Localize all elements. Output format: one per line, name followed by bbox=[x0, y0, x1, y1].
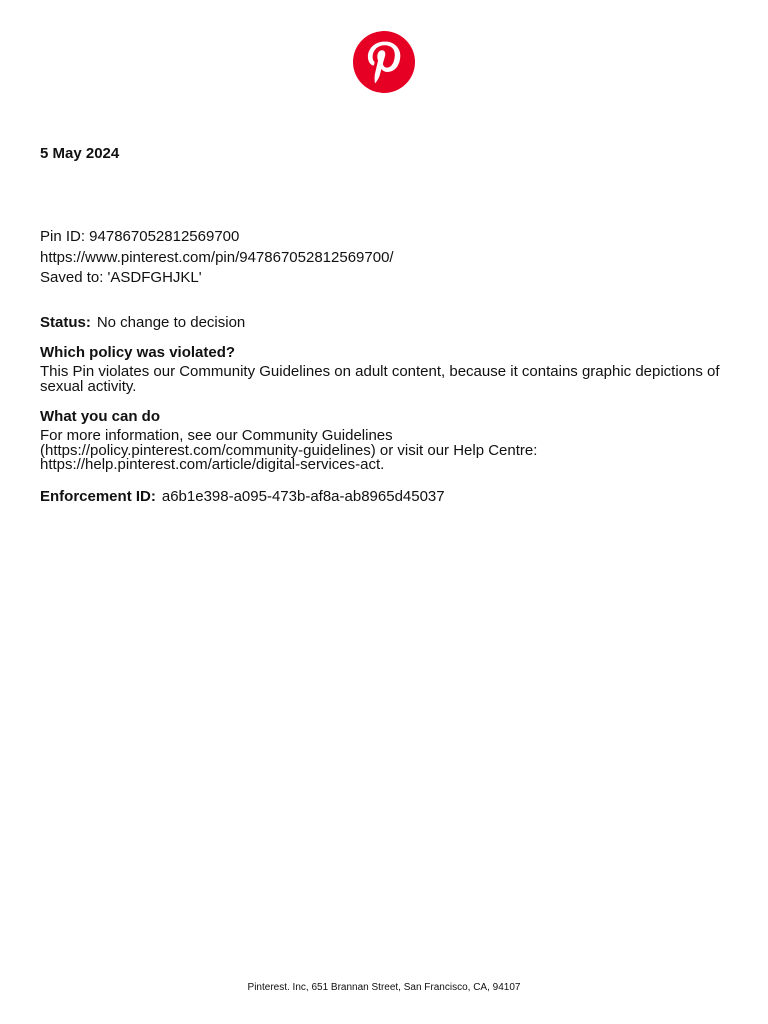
what-you-can-do-heading: What you can do bbox=[40, 408, 160, 425]
what-you-can-do-line-1: For more information, see our Community Guidelines bbox=[40, 427, 393, 444]
saved-to: Saved to: 'ASDFGHJKL' bbox=[40, 269, 202, 286]
logo-circle bbox=[353, 31, 415, 93]
what-you-can-do-line-3[interactable]: https://help.pinterest.com/article/digital-services-act. bbox=[40, 456, 385, 473]
enforcement-label: Enforcement ID: bbox=[40, 488, 156, 505]
status-line bbox=[40, 314, 245, 332]
pinterest-logo-icon bbox=[353, 31, 415, 93]
pin-url[interactable]: https://www.pinterest.com/pin/947867052812569700/ bbox=[40, 248, 394, 266]
enforcement-line bbox=[40, 488, 445, 506]
what-you-can-do-section bbox=[40, 408, 732, 473]
status-value: No change to decision bbox=[96, 314, 246, 331]
letter-date: 5 May 2024 bbox=[40, 145, 120, 162]
what-you-can-do-line-2[interactable]: (https://policy.pinterest.com/community-guidelines) or visit our Help Centre: bbox=[40, 441, 538, 459]
policy-section bbox=[40, 344, 732, 394]
pin-id: Pin ID: 947867052812569700 bbox=[40, 228, 240, 245]
enforcement-id: a6b1e398-a095-473b-af8a-ab8965d45037 bbox=[161, 488, 445, 505]
policy-heading: Which policy was violated? bbox=[40, 344, 236, 361]
policy-text: This Pin violates our Community Guidelines on adult content, because it contains graphic depictions of sexual activity. bbox=[40, 363, 720, 395]
status-label: Status: bbox=[40, 314, 91, 331]
what-you-can-do-text bbox=[40, 429, 732, 473]
pin-details bbox=[40, 227, 394, 289]
footer-address: Pinterest. Inc, 651 Brannan Street, San Francisco, CA, 94107 bbox=[247, 982, 521, 993]
